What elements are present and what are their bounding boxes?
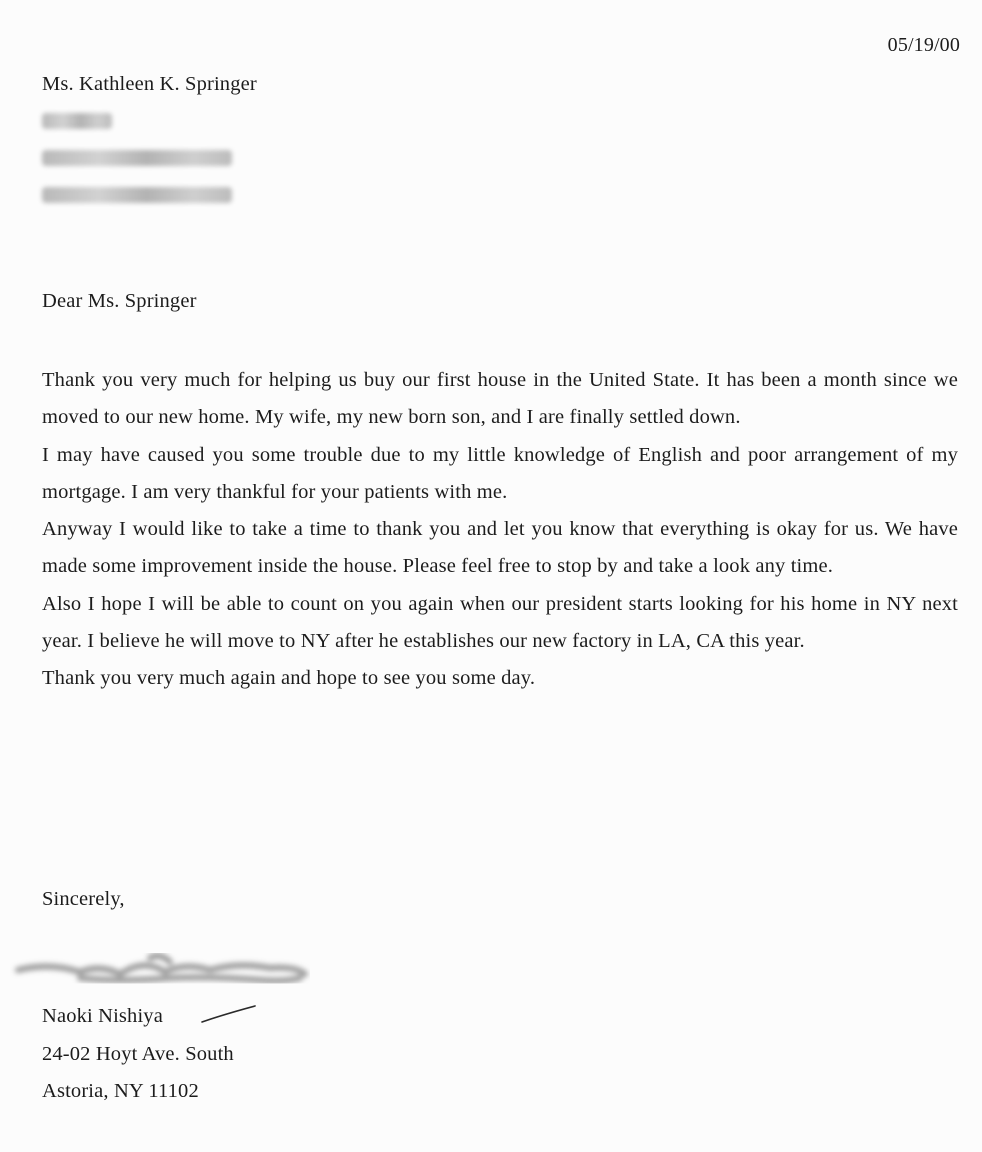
body-paragraph: Thank you very much for helping us buy our first house in the United State. It has been a month since we moved to our new home. My wife, my new born son, and I are finally settled down. bbox=[42, 369, 958, 429]
letter-date: 05/19/00 bbox=[887, 34, 960, 56]
salutation: Dear Ms. Springer bbox=[42, 290, 197, 312]
recipient-company-redacted bbox=[42, 103, 257, 140]
body-paragraph: Also I hope I will be able to count on you again when our president starts looking for his home in NY next year. I believe he will move to NY after he establishes our new factory in LA, CA this year. bbox=[42, 592, 958, 653]
recipient-block bbox=[42, 66, 257, 214]
body-paragraph: Thank you very much again and hope to see you some day. bbox=[42, 667, 536, 690]
sender-city: Astoria, NY 11102 bbox=[42, 1080, 199, 1102]
recipient-name: Ms. Kathleen K. Springer bbox=[42, 73, 257, 95]
closing: Sincerely, bbox=[42, 888, 125, 910]
body-paragraph: Anyway I would like to take a time to thank you and let you know that everything is okay for us. We have made some improvement inside the house. Please feel free to stop by and take a look any time. bbox=[42, 518, 958, 578]
sender-street: 24-02 Hoyt Ave. South bbox=[42, 1042, 234, 1065]
body-paragraph: I may have caused you some trouble due to my little knowledge of English and poor arrangement of my mortgage. I am very thankful for your patients with me. bbox=[42, 443, 958, 503]
recipient-city-redacted bbox=[42, 177, 257, 214]
letter-body bbox=[42, 362, 958, 698]
sender-block bbox=[42, 998, 234, 1111]
sender-name: Naoki Nishiya bbox=[42, 1005, 163, 1027]
recipient-street-redacted bbox=[42, 140, 257, 177]
